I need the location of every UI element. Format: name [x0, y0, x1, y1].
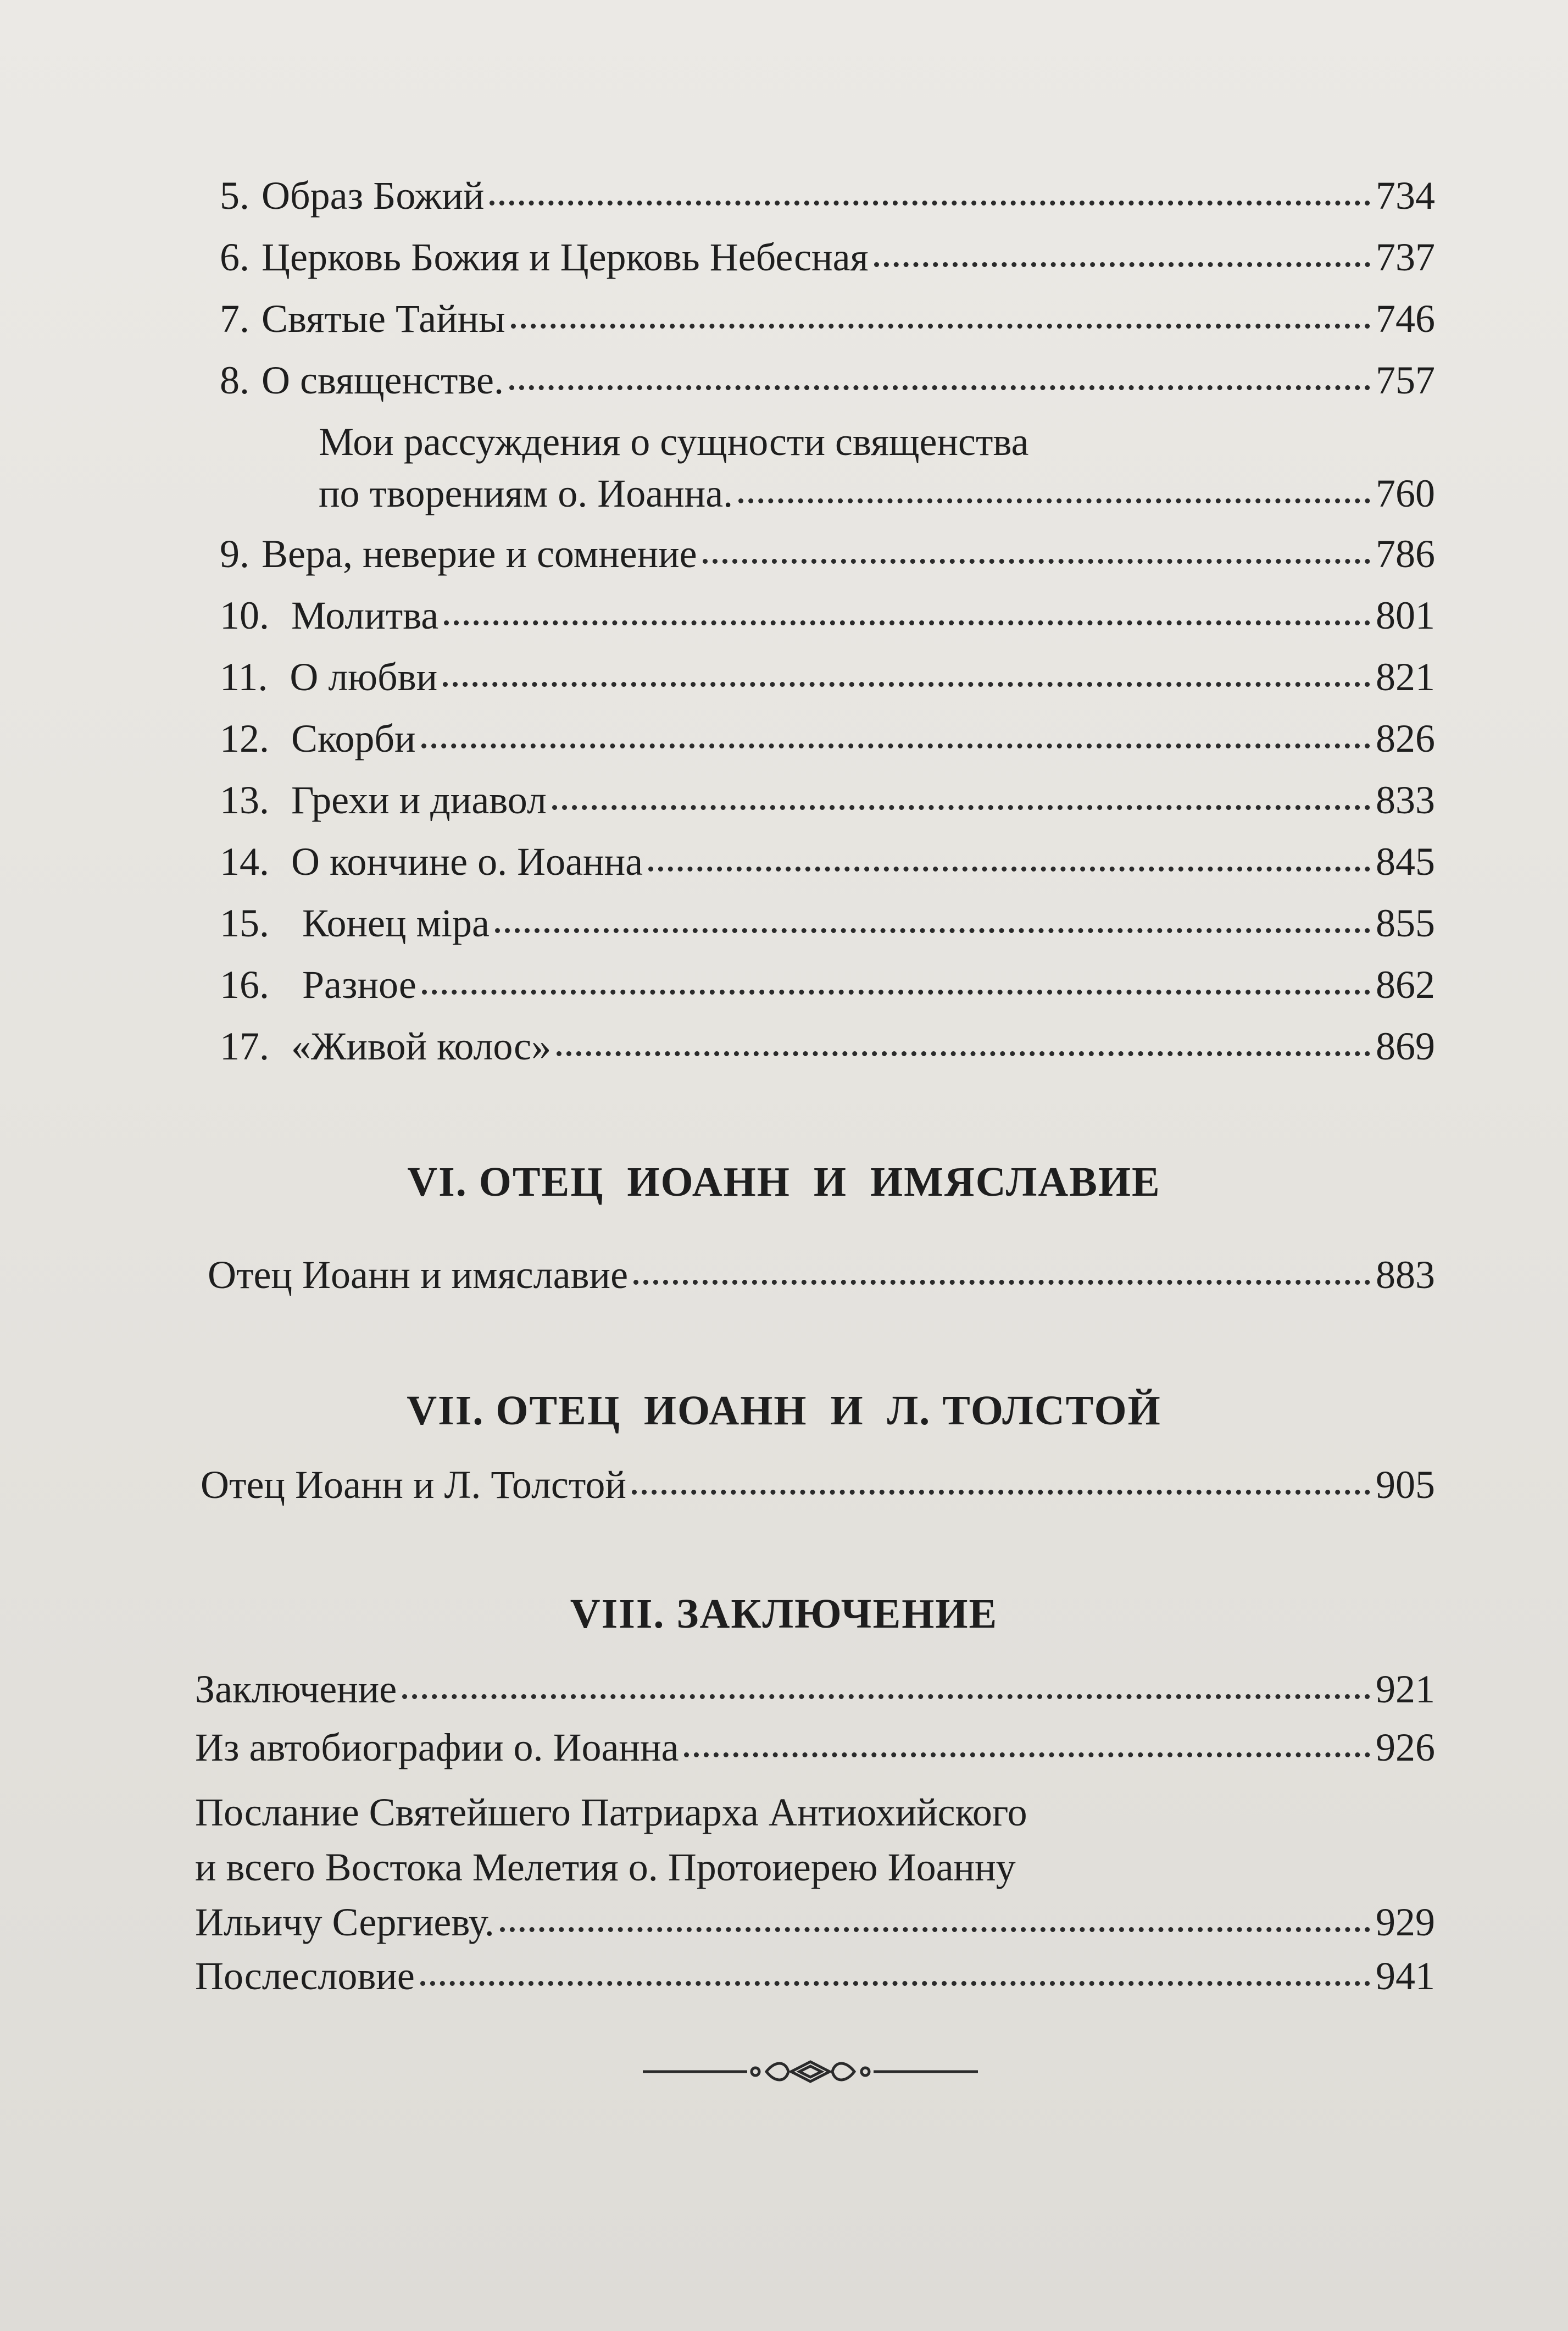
- toc-entry: 11. О любви 821: [220, 655, 1435, 699]
- toc-entry: 8. О священстве. 757: [220, 358, 1435, 402]
- toc-entry: 10. Молитва 801: [220, 593, 1435, 637]
- decorative-vignette-icon: [643, 2055, 978, 2088]
- toc-entry: 17. «Живой колос» 869: [220, 1024, 1435, 1068]
- toc-entry: 15. Конец міра 855: [220, 901, 1435, 945]
- section-heading: VII. ОТЕЦ ИОАНН И Л. ТОЛСТОЙ: [407, 1388, 1161, 1434]
- toc-entry: 13. Грехи и диавол 833: [220, 778, 1435, 822]
- toc-entry: 12. Скорби 826: [220, 717, 1435, 761]
- toc-subentry-line: Мои рассуждения о сущности священства: [319, 420, 1029, 464]
- section-heading: VIII. ЗАКЛЮЧЕНИЕ: [570, 1591, 998, 1637]
- toc-entry: 6. Церковь Божия и Церковь Небесная 737: [220, 235, 1435, 279]
- toc-entry: 14. О кончине о. Иоанна 845: [220, 840, 1435, 884]
- toc-entry: 7. Святые Тайны 746: [220, 297, 1435, 341]
- section-heading: VI. ОТЕЦ ИОАНН И ИМЯСЛАВИЕ: [407, 1159, 1161, 1205]
- toc-subentry: по творениям о. Иоанна. 760: [319, 471, 1435, 515]
- toc-entry: 5. Образ Божий 734: [220, 174, 1435, 218]
- toc-entry: Заключение 921: [195, 1667, 1435, 1711]
- toc-entry-line: и всего Востока Мелетия о. Протоиерею Иоанну: [195, 1845, 1016, 1889]
- toc-entry: 9. Вера, неверие и сомнение 786: [220, 532, 1435, 576]
- toc-entry-line: Послание Святейшего Патриарха Антиохийского: [195, 1790, 1027, 1834]
- toc-entry: Отец Иоанн и имяславие 883: [208, 1253, 1435, 1297]
- toc-entry: Послесловие 941: [195, 1954, 1435, 1998]
- toc-entry: Ильичу Сергиеву. 929: [195, 1900, 1435, 1944]
- toc-entry: Отец Иоанн и Л. Толстой 905: [201, 1463, 1435, 1507]
- toc-entry: 16. Разное 862: [220, 963, 1435, 1007]
- toc-entry: Из автобиографии о. Иоанна 926: [195, 1725, 1435, 1769]
